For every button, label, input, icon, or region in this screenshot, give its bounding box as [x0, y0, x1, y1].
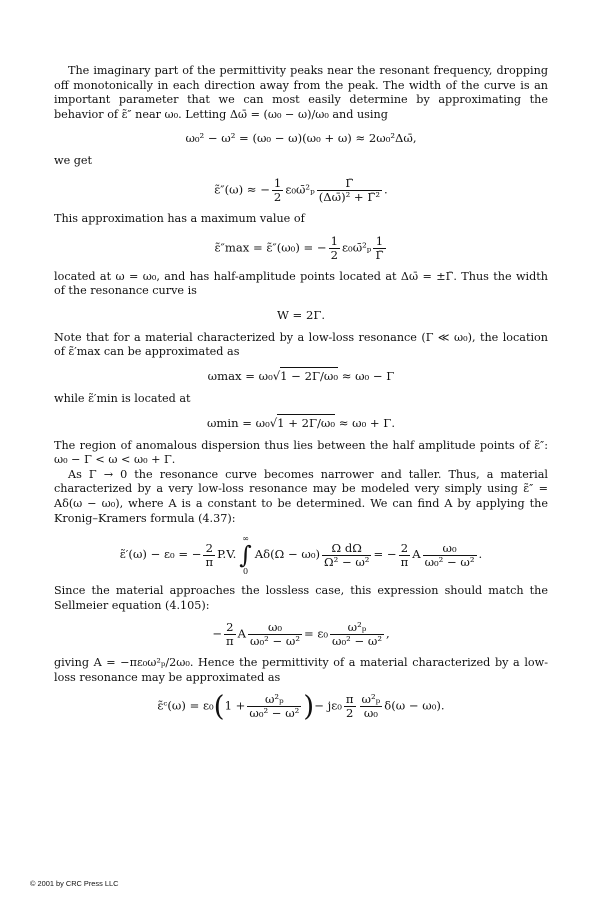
paragraph: Since the material approaches the lossless case, this expression should match the Sellmeier equation (4.105): [54, 584, 548, 612]
equation-omega-min: ωmin = ω₀√1 + 2Γ/ω₀ ≈ ω₀ + Γ. [206, 415, 396, 430]
equation-approx: ε̃″(ω) ≈ − $\frac{1}{2}$ ε₀ω̄²ₚ $\frac{\Gammā}{\text{(Δω̄)² + Γ̄²}}$ . [214, 175, 388, 204]
paragraph: we get [54, 154, 93, 168]
paragraph: The imaginary part of the permittivity peaks near the resonant frequency, dropping off monotonically in each direction away from the peak. The width of the curve is an important parameter that we can most easily determine by approximating the behavior of ε̃″ near ω₀. Letting Δω̄ = (ω₀ − ω)/ω₀ and using [54, 64, 548, 121]
equation-max: ε̃″max = ε̃″(ω₀) = − $\frac{1}{2}$ ε₀ω̄²ₚ $\frac{1}{\Gammā}$ [214, 233, 384, 262]
paragraph: This approximation has a maximum value of [54, 211, 305, 225]
paragraph: The region of anomalous dispersion thus lies between the half amplitude points of ε̃″: ω₀ − Γ < ω < ω₀ + Γ. [54, 438, 548, 467]
paragraph: As Γ → 0 the resonance curve becomes narrower and taller. Thus, a material characterized by a very low-loss resonance may be modeled very simply using ε̃″ = Aδ(ω − ω₀), where A is a constant to be determined. We can find A by applying the Kronig–Kramers formula (4.37): [54, 467, 548, 525]
equation-omega-max: ωmax = ω₀√1 − 2Γ/ω₀ ≈ ω₀ − Γ [207, 368, 395, 383]
paragraph: located at ω = ω₀, and has half-amplitude points located at Δω̄ = ±Γ̄. Thus the width of the resonance curve is [54, 269, 548, 298]
equation-width: W = 2Γ. [276, 307, 326, 322]
paragraph: giving A = −πε₀ω²ₚ/2ω₀. Hence the permittivity of a material characterized by a low-loss resonance may be approximated as [54, 656, 548, 684]
paragraph: Note that for a material characterized by a low-loss resonance (Γ ≪ ω₀), the location of ε̃′max can be approximated as [54, 330, 548, 359]
page-body [54, 64, 548, 723]
equation-kronig-kramers: ε̃′(ω) − ε₀ = − $\frac{2}{\pi}$ P.V. ∞ ∫ 0 Aδ(Ω − ω₀) $\frac{\text{Ω dΩ}}{\text{Ω² − ω²}}$ = − $\frac{2}{\pi}$ A $\frac{\text{ω₀}}{\text{ω₀² − ω²}}$ . [119, 534, 483, 577]
equation-expansion: ω₀² − ω² = (ω₀ − ω)(ω₀ + ω) ≈ 2ω₀²Δω̄, [185, 131, 417, 146]
equation-permittivity: ε̃ᶜ(ω) = ε₀(1 + $\frac{\text{ω²ₚ}}{\text{ω₀² − ω²}}$ )− jε₀ $\frac{\pi}{2}$ $\frac{\text{ω²ₚ}}{\text{ω₀}}$ δ(ω − ω₀). [157, 689, 445, 723]
equation-sellmeier: − $\frac{2}{\pi}$ A $\frac{\text{ω₀}}{\text{ω₀² − ω²}}$ = ε₀ $\frac{\text{ω²ₚ}}{\text{ω₀² − ω²}}$ , [212, 620, 390, 649]
copyright-footer: © 2001 by CRC Press LLC [30, 879, 119, 888]
paragraph: while ε̃′min is located at [54, 391, 191, 405]
